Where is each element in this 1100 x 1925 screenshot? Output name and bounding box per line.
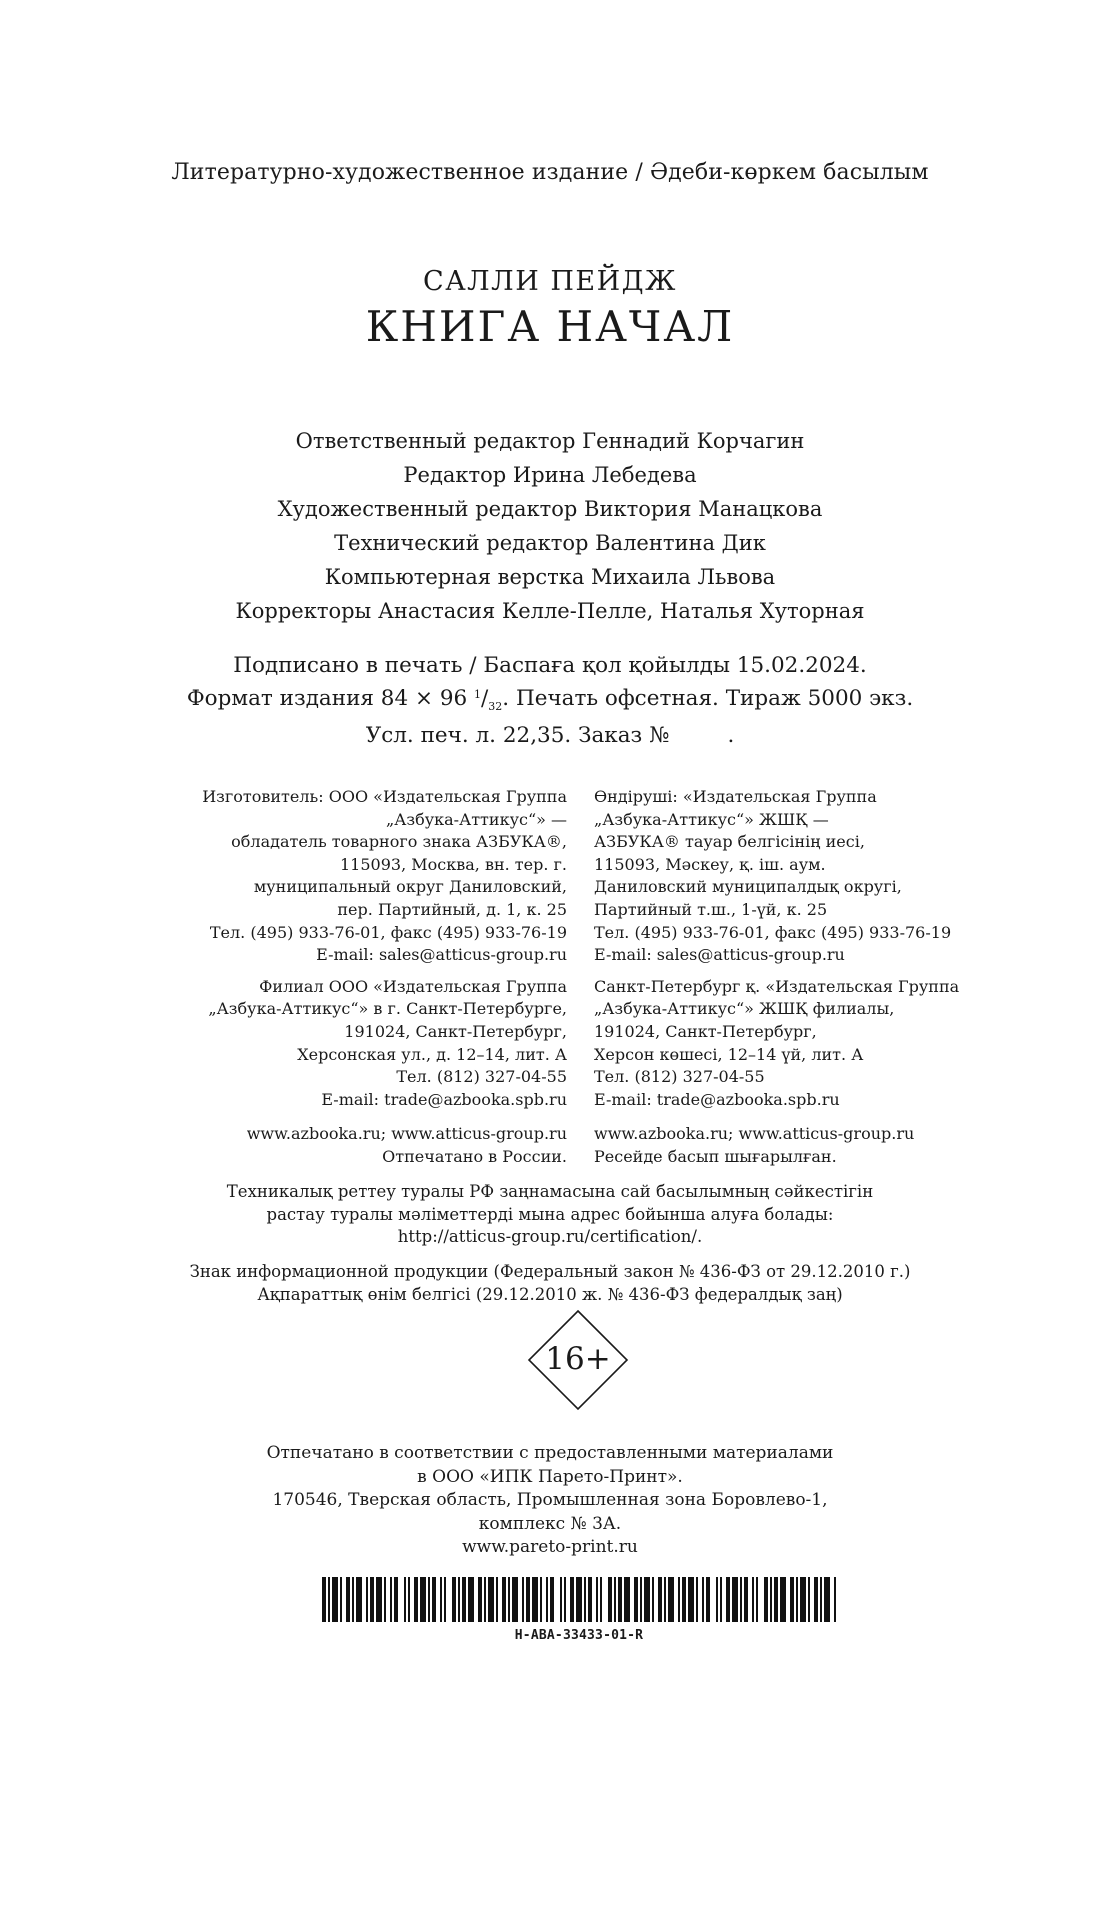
sheets-prefix: Усл. печ. л. 22,35. Заказ № <box>365 723 670 748</box>
format-prefix: Формат издания 84 × 96 <box>186 686 475 711</box>
credit-line: Редактор Ирина Лебедева <box>403 463 697 487</box>
barcode-icon <box>322 1577 836 1622</box>
text-line: E-mail: sales@atticus-group.ru <box>594 945 845 965</box>
web-ru <box>202 1123 567 1168</box>
text-line: Отпечатано в России. <box>382 1146 567 1166</box>
text-line: Даниловский муниципалдық округі, <box>594 877 902 897</box>
text-line: www.azbooka.ru; www.atticus-group.ru <box>246 1124 567 1144</box>
web-kz <box>594 1123 959 1168</box>
text-line: E-mail: sales@atticus-group.ru <box>316 945 567 965</box>
text-line: Ресейде басып шығарылған. <box>594 1146 837 1166</box>
text-line: „Азбука-Аттикус“» в г. Санкт-Петербурге, <box>208 999 567 1019</box>
text-line: Өндіруші: «Издательская Группа <box>594 787 877 806</box>
text-line: 191024, Санкт-Петербург, <box>594 1021 817 1041</box>
text-line: Техникалық реттеу туралы РФ заңнамасына сай басылымның сәйкестігін <box>226 1182 874 1201</box>
info-product-sign <box>0 1261 1100 1306</box>
text-line: муниципальный округ Даниловский, <box>253 877 567 897</box>
text-line: пер. Партийный, д. 1, к. 25 <box>337 899 567 919</box>
publisher-column-kz <box>594 786 959 1169</box>
text-line: Херсон көшесі, 12–14 үй, лит. А <box>594 1044 864 1064</box>
format-denominator: 32 <box>488 700 503 713</box>
text-line: Тел. (495) 933-76-01, факс (495) 933-76-19 <box>209 922 567 942</box>
credit-line: Корректоры Анастасия Келле-Пелле, Наталья Хуторная <box>235 599 865 623</box>
credit-line: Компьютерная верстка Михаила Львова <box>324 565 776 589</box>
print-info <box>0 651 1100 750</box>
text-line: Партийный т.ш., 1-үй, к. 25 <box>594 899 828 919</box>
text-line: комплекс № 3А. <box>478 1513 622 1534</box>
text-line: http://atticus-group.ru/certification/. <box>397 1227 703 1247</box>
text-line: 191024, Санкт-Петербург, <box>344 1021 567 1041</box>
text-line: в ООО «ИПК Парето-Принт». <box>417 1466 683 1487</box>
text-line: „Азбука-Аттикус“» ЖШҚ — <box>594 809 829 829</box>
text-line: Санкт-Петербург қ. «Издательская Группа <box>594 976 960 996</box>
book-title: КНИГА НАЧАЛ <box>365 302 735 351</box>
text-line: E-mail: trade@azbooka.spb.ru <box>321 1089 567 1109</box>
credits-list <box>0 424 1100 628</box>
age-rating-label: 16+ <box>545 1341 611 1377</box>
barcode-label: H-ABA-33433-01-R <box>514 1628 644 1643</box>
text-line: „Азбука-Аттикус“» — <box>385 809 567 829</box>
text-line: Тел. (495) 933-76-01, факс (495) 933-76-19 <box>594 922 952 942</box>
publisher-column-ru <box>202 786 567 1169</box>
text-line: „Азбука-Аттикус“» ЖШҚ филиалы, <box>594 999 895 1019</box>
text-line: Знак информационной продукции (Федеральный закон № 436-ФЗ от 29.12.2010 г.) <box>189 1262 911 1281</box>
text-line: Филиал ООО «Издательская Группа <box>259 976 567 996</box>
age-rating-badge <box>527 1309 629 1411</box>
certification-note <box>0 1181 1100 1249</box>
credit-line: Технический редактор Валентина Дик <box>334 531 766 555</box>
text-line: растау туралы мәліметтерді мына адрес бойынша алуға болады: <box>266 1204 834 1224</box>
text-line: Тел. (812) 327-04-55 <box>594 1067 765 1087</box>
text-line: обладатель товарного знака АЗБУКА®, <box>231 832 567 852</box>
manufacturer-ru <box>202 786 567 967</box>
signed-date: Подписано в печать / Баспаға қол қойылды 15.02.2024. <box>233 653 867 678</box>
sheets-line <box>0 721 1100 750</box>
branch-ru <box>202 976 567 1112</box>
book-author: САЛЛИ ПЕЙДЖ <box>423 266 677 297</box>
text-line: Изготовитель: ООО «Издательская Группа <box>202 787 567 806</box>
branch-kz <box>594 976 959 1112</box>
format-suffix: . Печать офсетная. Тираж 5000 экз. <box>502 686 914 711</box>
text-line: Отпечатано в соответствии с предоставленными материалами <box>266 1443 834 1463</box>
text-line: www.azbooka.ru; www.atticus-group.ru <box>594 1124 915 1144</box>
text-line: E-mail: trade@azbooka.spb.ru <box>594 1089 840 1109</box>
text-line: АЗБУКА® тауар белгісінің иесі, <box>594 832 865 852</box>
text-line: 170546, Тверская область, Промышленная зона Боровлево-1, <box>272 1490 828 1510</box>
text-line: Ақпараттық өнім белгісі (29.12.2010 ж. № 436-ФЗ федералдық заң) <box>257 1284 843 1304</box>
text-line: 115093, Мәскеу, қ. іш. аум. <box>594 854 826 874</box>
credit-line: Художественный редактор Виктория Манацкова <box>277 497 823 521</box>
text-line: 115093, Москва, вн. тер. г. <box>340 854 567 874</box>
sheets-suffix: . <box>727 723 735 748</box>
manufacturer-kz <box>594 786 959 967</box>
edition-type: Литературно-художественное издание / Әдеби-көркем басылым <box>171 160 929 185</box>
text-line: Тел. (812) 327-04-55 <box>396 1067 567 1087</box>
format-line: Формат издания 84 × 96 $^1/_{32}$. Печать офсетная. Тираж 5000 экз. <box>186 686 914 713</box>
credit-line: Ответственный редактор Геннадий Корчагин <box>295 429 805 453</box>
format-numerator: 1 <box>474 688 482 701</box>
printer-info <box>0 1442 1100 1560</box>
text-line: www.pareto-print.ru <box>462 1537 638 1557</box>
text-line: Херсонская ул., д. 12–14, лит. А <box>297 1044 567 1064</box>
